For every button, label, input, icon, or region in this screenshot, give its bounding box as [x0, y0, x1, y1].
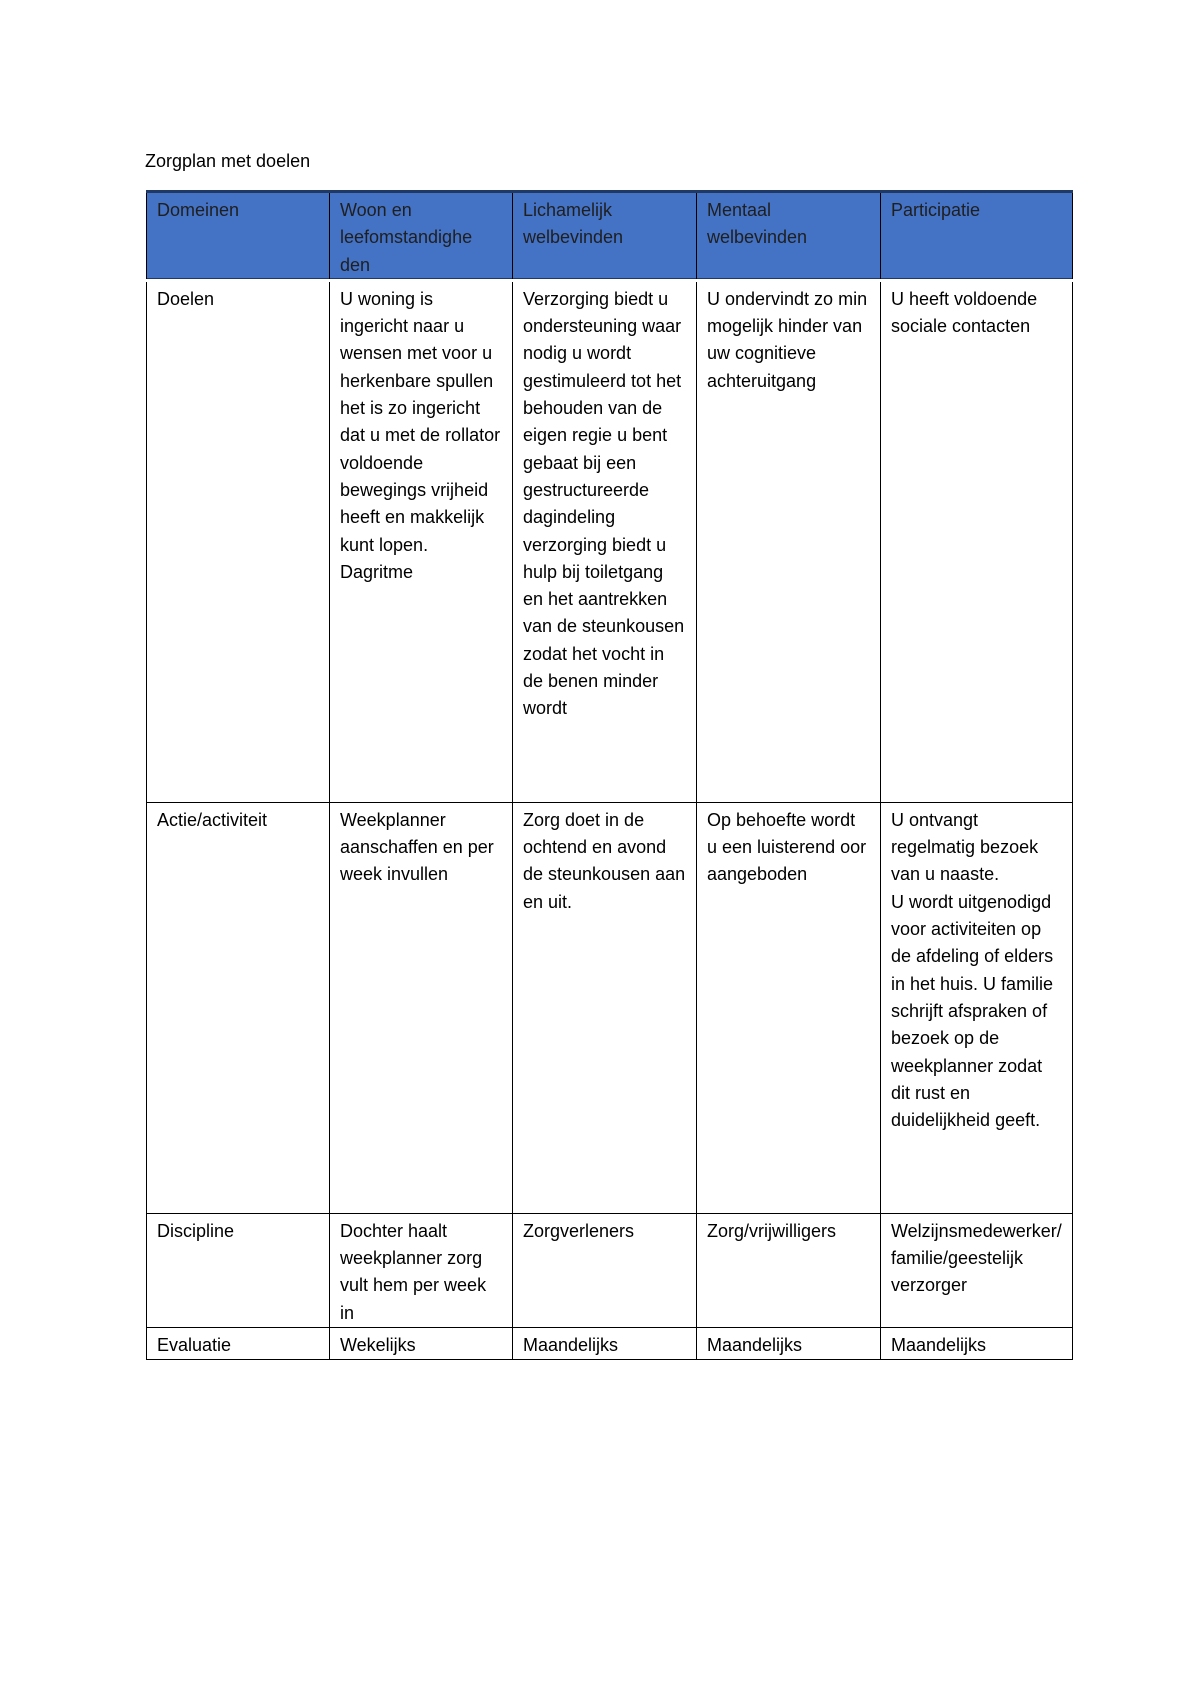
row-label: Actie/activiteit [147, 802, 330, 1213]
header-domeinen: Domeinen [147, 192, 330, 281]
row-label: Discipline [147, 1213, 330, 1327]
header-lichamelijk-welbevinden: Lichamelijk welbevinden [513, 192, 697, 281]
care-plan-table [146, 190, 1073, 1360]
table-cell: Zorg doet in de ochtend en avond de steunkousen aan en uit. [513, 802, 697, 1213]
table-cell: Zorg/vrijwilligers [697, 1213, 881, 1327]
table-cell: Wekelijks [330, 1328, 513, 1360]
table-cell: Zorgverleners [513, 1213, 697, 1327]
table-cell: Maandelijks [697, 1328, 881, 1360]
header-participatie: Participatie [881, 192, 1073, 281]
table-row-discipline [147, 1213, 1073, 1327]
table-cell: U heeft voldoende sociale contacten [881, 280, 1073, 802]
header-mentaal-welbevinden: Mentaal welbevinden [697, 192, 881, 281]
table-cell: U ontvangt regelmatig bezoek van u naaste. U wordt uitgenodigd voor activiteiten op de afdeling of elders in het huis. U familie schrijft afspraken of bezoek op de weekplanner zodat dit rust en duidelijkheid geeft. [881, 802, 1073, 1213]
row-label: Doelen [147, 280, 330, 802]
header-woon-leefomstandigheden: Woon en leefomstandighe den [330, 192, 513, 281]
table-cell: Dochter haalt weekplanner zorg vult hem per week in [330, 1213, 513, 1327]
row-label: Evaluatie [147, 1328, 330, 1360]
table-header-row [147, 192, 1073, 281]
page-title: Zorgplan met doelen [145, 151, 311, 171]
table-cell: Maandelijks [881, 1328, 1073, 1360]
table-cell: U woning is ingericht naar u wensen met voor u herkenbare spullen het is zo ingericht dat u met de rollator voldoende bewegings vrijheid heeft en makkelijk kunt lopen. Dagritme [330, 280, 513, 802]
table-cell: Verzorging biedt u ondersteuning waar nodig u wordt gestimuleerd tot het behouden van de eigen regie u bent gebaat bij een gestructureerde dagindeling verzorging biedt u hulp bij toiletgang en het aantrekken van de steunkousen zodat het vocht in de benen minder wordt [513, 280, 697, 802]
table-cell: Welzijnsmedewerker/ familie/geestelijk verzorger [881, 1213, 1073, 1327]
table-row-evaluatie [147, 1328, 1073, 1360]
table-cell: Maandelijks [513, 1328, 697, 1360]
table-cell: Weekplanner aanschaffen en per week invullen [330, 802, 513, 1213]
table-row-doelen [147, 280, 1073, 802]
table-cell: U ondervindt zo min mogelijk hinder van uw cognitieve achteruitgang [697, 280, 881, 802]
table-cell: Op behoefte wordt u een luisterend oor aangeboden [697, 802, 881, 1213]
table-row-actie-activiteit [147, 802, 1073, 1213]
